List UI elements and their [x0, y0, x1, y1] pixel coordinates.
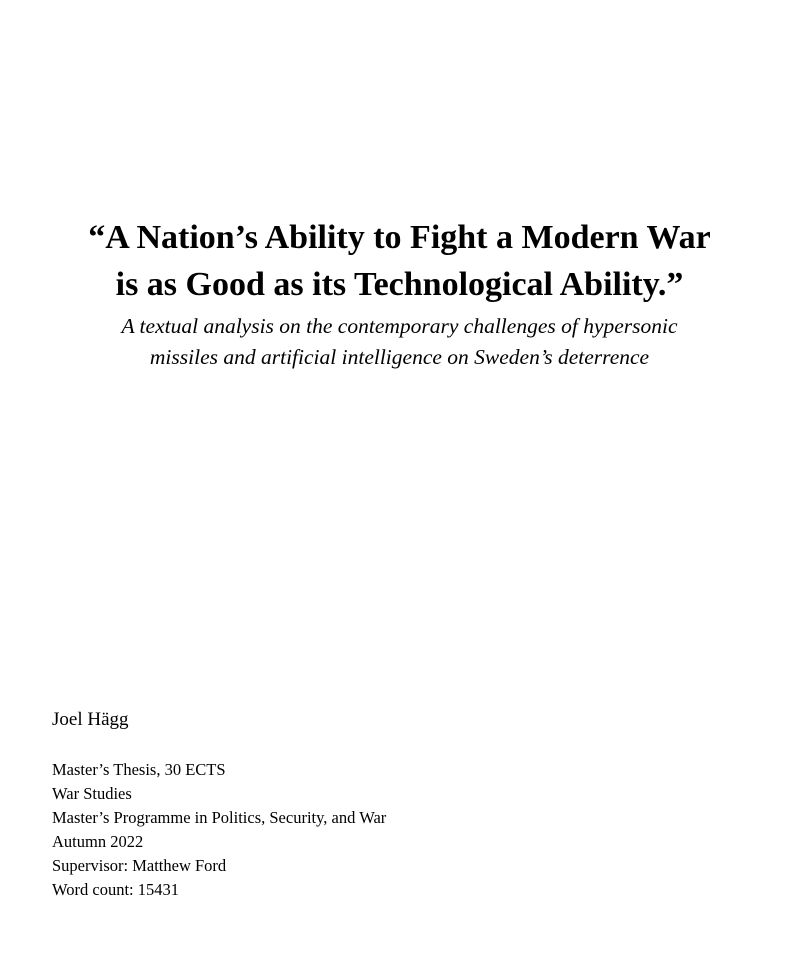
author-name: Joel Hägg: [52, 709, 129, 730]
thesis-title: [0, 214, 799, 308]
thesis-details: [52, 758, 386, 902]
programme: Master’s Programme in Politics, Security, and War: [52, 808, 387, 827]
thesis-subtitle: [0, 311, 799, 373]
thesis-title-line-2: is as Good as its Technological Ability.”: [115, 266, 684, 303]
degree-credits: Master’s Thesis, 30 ECTS: [52, 760, 226, 779]
thesis-title-line-1: “A Nation’s Ability to Fight a Modern War: [88, 219, 711, 256]
term: Autumn 2022: [52, 832, 144, 851]
thesis-subtitle-line-2: missiles and artificial intelligence on Sweden’s deterrence: [149, 345, 650, 369]
word-count: Word count: 15431: [52, 880, 179, 899]
subject: War Studies: [52, 784, 132, 803]
thesis-subtitle-line-1: A textual analysis on the contemporary challenges of hypersonic: [121, 314, 678, 338]
supervisor: Supervisor: Matthew Ford: [52, 856, 227, 875]
